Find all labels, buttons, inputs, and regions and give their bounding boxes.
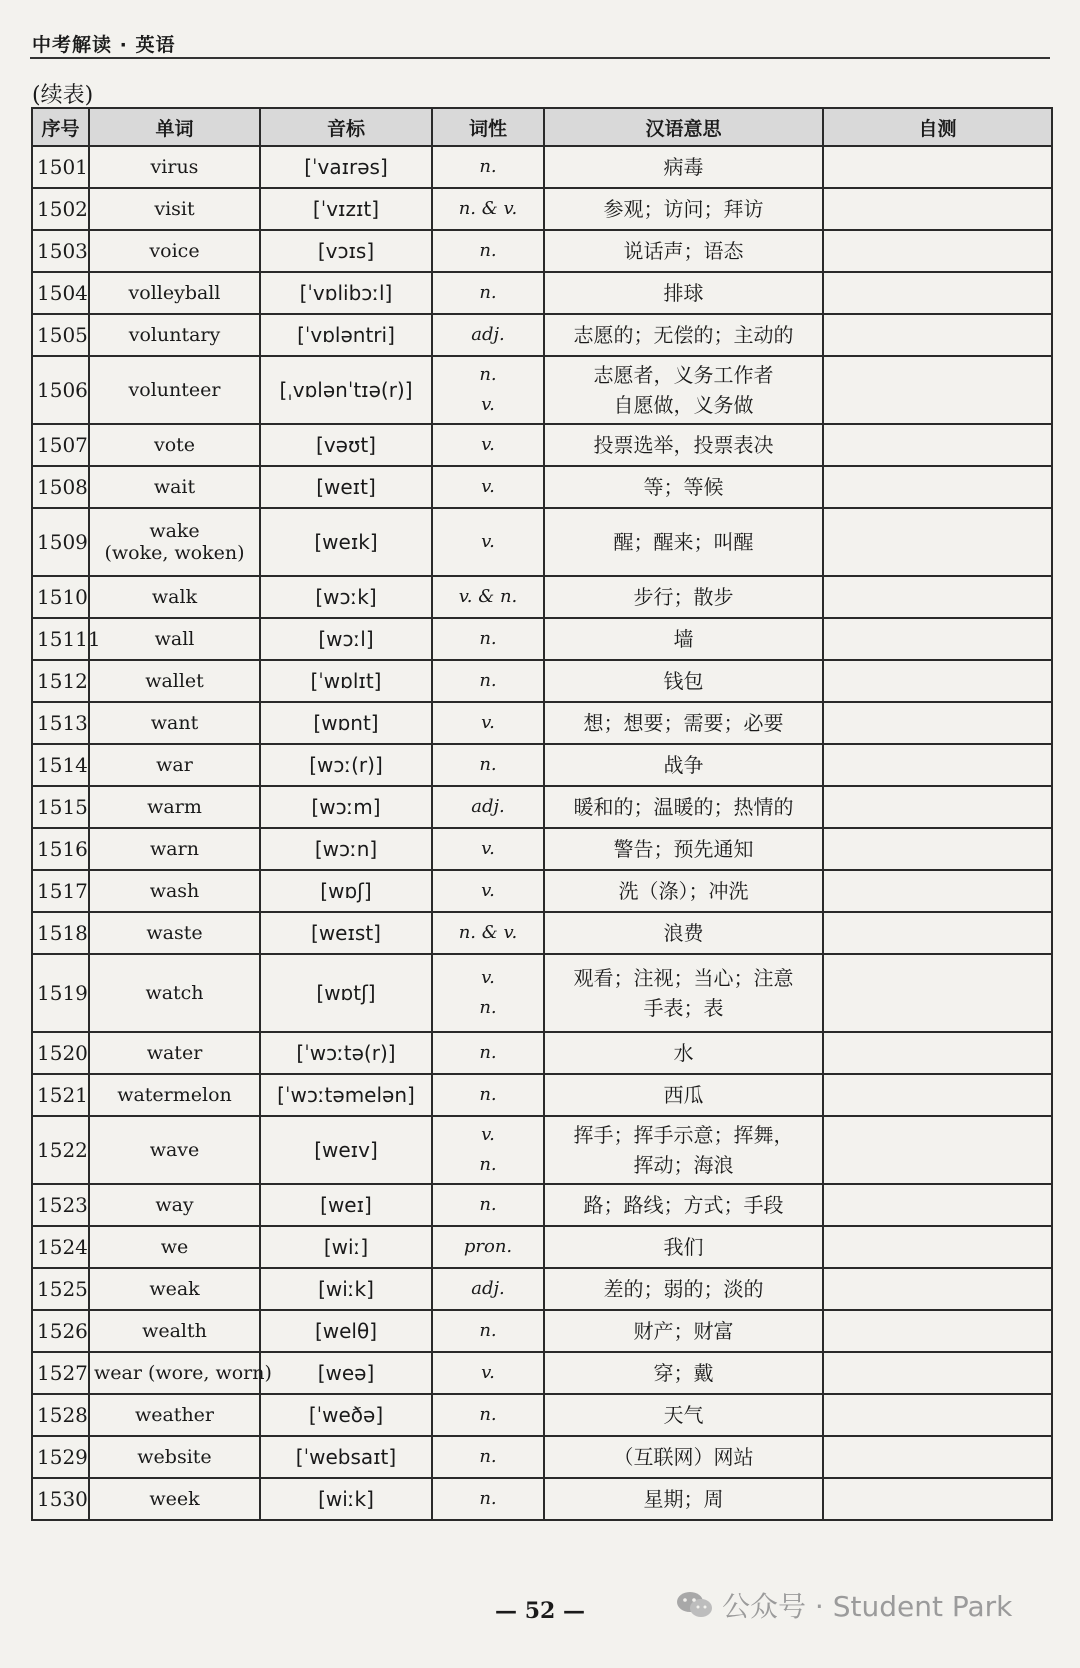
cell-number: 1514 [32,744,89,786]
cell-part-of-speech [432,870,544,912]
meaning-line: 钱包 [663,669,704,693]
cell-part-of-speech [432,356,544,424]
meaning-line: 财产；财富 [633,1319,734,1343]
meaning-line: 水 [673,1041,694,1065]
cell-chinese-meaning [544,1226,823,1268]
cell-word: virus [89,146,260,188]
meaning-line: 志愿者，义务工作者 [593,363,774,387]
cell-number: 1520 [32,1032,89,1074]
cell-part-of-speech [432,660,544,702]
cell-phonetic: [wɔːk] [260,576,432,618]
table-body [32,146,1052,1520]
cell-self-test [823,466,1052,508]
table-row [32,954,1052,1032]
cell-phonetic: [wɔːn] [260,828,432,870]
word-line: wake [149,520,200,542]
pos-line: n. [479,282,497,303]
cell-self-test [823,702,1052,744]
cell-number: 1524 [32,1226,89,1268]
meaning-line: 等；等候 [643,475,724,499]
meaning-line: 洗（涤）；冲洗 [618,879,749,903]
cell-word: we [89,1226,260,1268]
cell-chinese-meaning [544,356,823,424]
cell-word: voice [89,230,260,272]
table-row [32,1184,1052,1226]
cell-part-of-speech [432,1184,544,1226]
cell-part-of-speech [432,828,544,870]
pos-line: v. [481,394,495,415]
continued-label: (续表) [32,83,94,108]
pos-line: adj. [471,324,505,345]
cell-word: wave [89,1116,260,1184]
meaning-line: 自愿做，义务做 [613,393,754,417]
cell-number: 1516 [32,828,89,870]
pos-line: n. [479,628,497,649]
cell-chinese-meaning [544,466,823,508]
pos-line: n. [479,364,497,385]
cell-chinese-meaning [544,618,823,660]
table-row [32,314,1052,356]
table-row [32,356,1052,424]
cell-self-test [823,744,1052,786]
cell-number: 1525 [32,1268,89,1310]
cell-word: weak [89,1268,260,1310]
pos-line: v. [481,880,495,901]
cell-chinese-meaning [544,1478,823,1520]
cell-phonetic: [weɪ] [260,1184,432,1226]
cell-number: 1529 [32,1436,89,1478]
table-row [32,618,1052,660]
cell-part-of-speech [432,1268,544,1310]
column-header-part-of-speech: 词性 [432,108,544,146]
cell-chinese-meaning [544,188,823,230]
cell-chinese-meaning [544,870,823,912]
cell-phonetic: [ˌvɒlənˈtɪə(r)] [260,356,432,424]
cell-phonetic: [vəʊt] [260,424,432,466]
cell-word: website [89,1436,260,1478]
cell-self-test [823,424,1052,466]
cell-number: 1504 [32,272,89,314]
cell-chinese-meaning [544,1268,823,1310]
cell-phonetic: [ˈwɔːtəmelən] [260,1074,432,1116]
cell-phonetic: [wɔːl] [260,618,432,660]
cell-chinese-meaning [544,1436,823,1478]
pos-line: v. [481,434,495,455]
pos-line: n. [479,156,497,177]
table-row [32,744,1052,786]
table-row [32,828,1052,870]
meaning-line: 想；想要；需要；必要 [583,711,784,735]
book-header-title: 中考解读 · 英语 [32,34,176,56]
cell-part-of-speech [432,744,544,786]
cell-chinese-meaning [544,1394,823,1436]
cell-word: wall [89,618,260,660]
cell-part-of-speech [432,912,544,954]
cell-word: vote [89,424,260,466]
cell-part-of-speech [432,1394,544,1436]
cell-chinese-meaning [544,1074,823,1116]
pos-line: n. [479,670,497,691]
cell-part-of-speech [432,272,544,314]
cell-phonetic: [ˈweðə] [260,1394,432,1436]
cell-self-test [823,954,1052,1032]
pos-line: adj. [471,796,505,817]
pos-line: n. & v. [458,198,518,219]
meaning-line: 路；路线；方式；手段 [583,1193,784,1217]
cell-self-test [823,1116,1052,1184]
table-row [32,1116,1052,1184]
cell-word: water [89,1032,260,1074]
pos-line: v. [481,967,495,988]
cell-chinese-meaning [544,702,823,744]
vocabulary-table [31,107,1053,1521]
table-row [32,508,1052,576]
cell-part-of-speech [432,424,544,466]
meaning-line: 差的；弱的；淡的 [603,1277,764,1301]
cell-word: watermelon [89,1074,260,1116]
cell-number: 15111 [32,618,89,660]
pos-line: n. [479,1404,497,1425]
cell-word: volunteer [89,356,260,424]
cell-phonetic: [wɒnt] [260,702,432,744]
cell-self-test [823,1268,1052,1310]
table-row [32,1268,1052,1310]
cell-phonetic: [welθ] [260,1310,432,1352]
table-row [32,786,1052,828]
cell-self-test [823,1478,1052,1520]
cell-number: 1523 [32,1184,89,1226]
cell-phonetic: [wiː] [260,1226,432,1268]
cell-word: voluntary [89,314,260,356]
column-header-self-test: 自测 [823,108,1052,146]
cell-self-test [823,1032,1052,1074]
cell-word: wallet [89,660,260,702]
pos-line: v. [481,712,495,733]
cell-part-of-speech [432,576,544,618]
cell-chinese-meaning [544,912,823,954]
cell-self-test [823,1352,1052,1394]
cell-chinese-meaning [544,660,823,702]
cell-part-of-speech [432,1436,544,1478]
cell-phonetic: [wɒtʃ] [260,954,432,1032]
meaning-line: 观看；注视；当心；注意 [573,966,794,990]
cell-chinese-meaning [544,1116,823,1184]
cell-phonetic: [ˈvɒləntri] [260,314,432,356]
pos-line: n. [479,240,497,261]
cell-self-test [823,618,1052,660]
table-header-row [32,108,1052,146]
meaning-line: 战争 [663,753,704,777]
cell-phonetic: [weɪt] [260,466,432,508]
cell-part-of-speech [432,702,544,744]
meaning-line: 星期；周 [643,1487,724,1511]
cell-word [89,508,260,576]
cell-phonetic: [ˈwebsaɪt] [260,1436,432,1478]
cell-self-test [823,576,1052,618]
table-row [32,1394,1052,1436]
cell-part-of-speech [432,1116,544,1184]
pos-line: n. [479,1042,497,1063]
meaning-line: 挥动；海浪 [633,1153,734,1177]
table-row [32,424,1052,466]
cell-chinese-meaning [544,954,823,1032]
cell-phonetic: [weə] [260,1352,432,1394]
cell-self-test [823,870,1052,912]
pos-line: v. [481,1124,495,1145]
pos-line: n. [479,1194,497,1215]
cell-number: 1528 [32,1394,89,1436]
table-row [32,230,1052,272]
wechat-icon [676,1590,714,1620]
cell-part-of-speech [432,314,544,356]
pos-line: v. [481,531,495,552]
cell-part-of-speech [432,1352,544,1394]
pos-line: v. [481,838,495,859]
cell-number: 1502 [32,188,89,230]
cell-self-test [823,912,1052,954]
cell-self-test [823,660,1052,702]
cell-part-of-speech [432,508,544,576]
table-row [32,870,1052,912]
table-row [32,912,1052,954]
cell-word: wash [89,870,260,912]
cell-part-of-speech [432,954,544,1032]
cell-self-test [823,1310,1052,1352]
cell-phonetic: [ˈwɒlɪt] [260,660,432,702]
cell-chinese-meaning [544,1184,823,1226]
cell-number: 1509 [32,508,89,576]
cell-self-test [823,1394,1052,1436]
table-row [32,1310,1052,1352]
meaning-line: 排球 [663,281,704,305]
meaning-line: 步行；散步 [633,585,734,609]
cell-word: wait [89,466,260,508]
cell-chinese-meaning [544,1032,823,1074]
cell-part-of-speech [432,230,544,272]
cell-phonetic: [weɪk] [260,508,432,576]
meaning-line: 说话声；语态 [623,239,744,263]
cell-number: 1522 [32,1116,89,1184]
cell-chinese-meaning [544,424,823,466]
meaning-line: （互联网）网站 [613,1445,754,1469]
cell-word: want [89,702,260,744]
cell-word: watch [89,954,260,1032]
cell-word: warn [89,828,260,870]
meaning-line: 我们 [663,1235,704,1259]
pos-line: n. [479,1320,497,1341]
cell-phonetic: [wɔː(r)] [260,744,432,786]
meaning-line: 醒；醒来；叫醒 [613,530,754,554]
cell-self-test [823,786,1052,828]
table-row [32,188,1052,230]
cell-word: visit [89,188,260,230]
cell-number: 1517 [32,870,89,912]
word-line: (woke, woken) [104,542,245,564]
meaning-line: 参观；访问；拜访 [603,197,764,221]
cell-number: 1513 [32,702,89,744]
cell-phonetic: [weɪv] [260,1116,432,1184]
meaning-line: 投票选举，投票表决 [593,433,774,457]
cell-number: 1512 [32,660,89,702]
cell-phonetic: [wɒʃ] [260,870,432,912]
cell-chinese-meaning [544,828,823,870]
meaning-line: 手表；表 [643,996,724,1020]
watermark [676,1585,1012,1625]
pos-line: n. [479,1488,497,1509]
meaning-line: 西瓜 [663,1083,704,1107]
table-row [32,1074,1052,1116]
meaning-line: 墙 [673,627,694,651]
meaning-line: 暖和的；温暖的；热情的 [573,795,794,819]
cell-part-of-speech [432,188,544,230]
cell-phonetic: [ˈvɪzɪt] [260,188,432,230]
pos-line: pron. [463,1236,513,1257]
cell-chinese-meaning [544,272,823,314]
cell-self-test [823,828,1052,870]
pos-line: n. [479,997,497,1018]
cell-chinese-meaning [544,744,823,786]
cell-phonetic: [ˈwɔːtə(r)] [260,1032,432,1074]
cell-number: 1518 [32,912,89,954]
table-row [32,702,1052,744]
meaning-line: 志愿的；无偿的；主动的 [573,323,794,347]
cell-number: 1506 [32,356,89,424]
pos-line: n. [479,1154,497,1175]
cell-phonetic: [wiːk] [260,1268,432,1310]
cell-number: 1519 [32,954,89,1032]
pos-line: n. [479,1084,497,1105]
meaning-line: 浪费 [663,921,704,945]
cell-part-of-speech [432,1074,544,1116]
table-row [32,1352,1052,1394]
table-row [32,146,1052,188]
cell-word: way [89,1184,260,1226]
pos-line: adj. [471,1278,505,1299]
cell-word: waste [89,912,260,954]
meaning-line: 挥手；挥手示意；挥舞， [573,1123,794,1147]
meaning-line: 天气 [663,1403,704,1427]
cell-chinese-meaning [544,508,823,576]
meaning-line: 警告；预先通知 [613,837,754,861]
cell-self-test [823,1226,1052,1268]
cell-word: wear (wore, worn) [89,1352,260,1394]
cell-phonetic: [weɪst] [260,912,432,954]
cell-number: 1505 [32,314,89,356]
table-row [32,660,1052,702]
cell-self-test [823,1184,1052,1226]
cell-self-test [823,314,1052,356]
table-row [32,576,1052,618]
cell-chinese-meaning [544,230,823,272]
cell-number: 1503 [32,230,89,272]
cell-number: 1507 [32,424,89,466]
cell-phonetic: [vɔɪs] [260,230,432,272]
cell-part-of-speech [432,1478,544,1520]
meaning-line: 穿；戴 [653,1361,714,1385]
cell-number: 1527 [32,1352,89,1394]
cell-part-of-speech [432,1226,544,1268]
table-row [32,1032,1052,1074]
cell-self-test [823,1436,1052,1478]
cell-word: week [89,1478,260,1520]
header-rule [30,57,1050,59]
meaning-line: 病毒 [663,155,704,179]
cell-phonetic: [wɔːm] [260,786,432,828]
cell-part-of-speech [432,786,544,828]
cell-phonetic: [ˈvɒlibɔːl] [260,272,432,314]
cell-part-of-speech [432,146,544,188]
pos-line: n. [479,1446,497,1467]
cell-word: weather [89,1394,260,1436]
cell-part-of-speech [432,466,544,508]
cell-number: 1510 [32,576,89,618]
cell-word: war [89,744,260,786]
table-row [32,1226,1052,1268]
table-row [32,1436,1052,1478]
table-row [32,466,1052,508]
cell-self-test [823,272,1052,314]
cell-chinese-meaning [544,576,823,618]
cell-self-test [823,508,1052,576]
cell-chinese-meaning [544,146,823,188]
cell-self-test [823,146,1052,188]
cell-word: wealth [89,1310,260,1352]
pos-line: n. & v. [458,922,518,943]
cell-number: 1515 [32,786,89,828]
column-header-chinese-meaning: 汉语意思 [544,108,823,146]
cell-number: 1508 [32,466,89,508]
page-number: — 52 — [495,1598,585,1624]
table-row [32,1478,1052,1520]
cell-phonetic: [wiːk] [260,1478,432,1520]
column-header-number: 序号 [32,108,89,146]
watermark-text: 公众号 · Student Park [722,1590,1013,1623]
cell-number: 1530 [32,1478,89,1520]
pos-line: n. [479,754,497,775]
cell-part-of-speech [432,1032,544,1074]
cell-number: 1526 [32,1310,89,1352]
cell-self-test [823,188,1052,230]
cell-self-test [823,356,1052,424]
cell-part-of-speech [432,1310,544,1352]
cell-self-test [823,230,1052,272]
column-header-word: 单词 [89,108,260,146]
cell-number: 1501 [32,146,89,188]
cell-self-test [823,1074,1052,1116]
pos-line: v. [481,476,495,497]
cell-chinese-meaning [544,1352,823,1394]
cell-chinese-meaning [544,314,823,356]
cell-chinese-meaning [544,1310,823,1352]
cell-word: volleyball [89,272,260,314]
pos-line: v. [481,1362,495,1383]
cell-number: 1521 [32,1074,89,1116]
pos-line: v. & n. [458,586,518,607]
cell-word: walk [89,576,260,618]
table-row [32,272,1052,314]
cell-chinese-meaning [544,786,823,828]
cell-word: warm [89,786,260,828]
cell-part-of-speech [432,618,544,660]
column-header-phonetic: 音标 [260,108,432,146]
cell-phonetic: [ˈvaɪrəs] [260,146,432,188]
